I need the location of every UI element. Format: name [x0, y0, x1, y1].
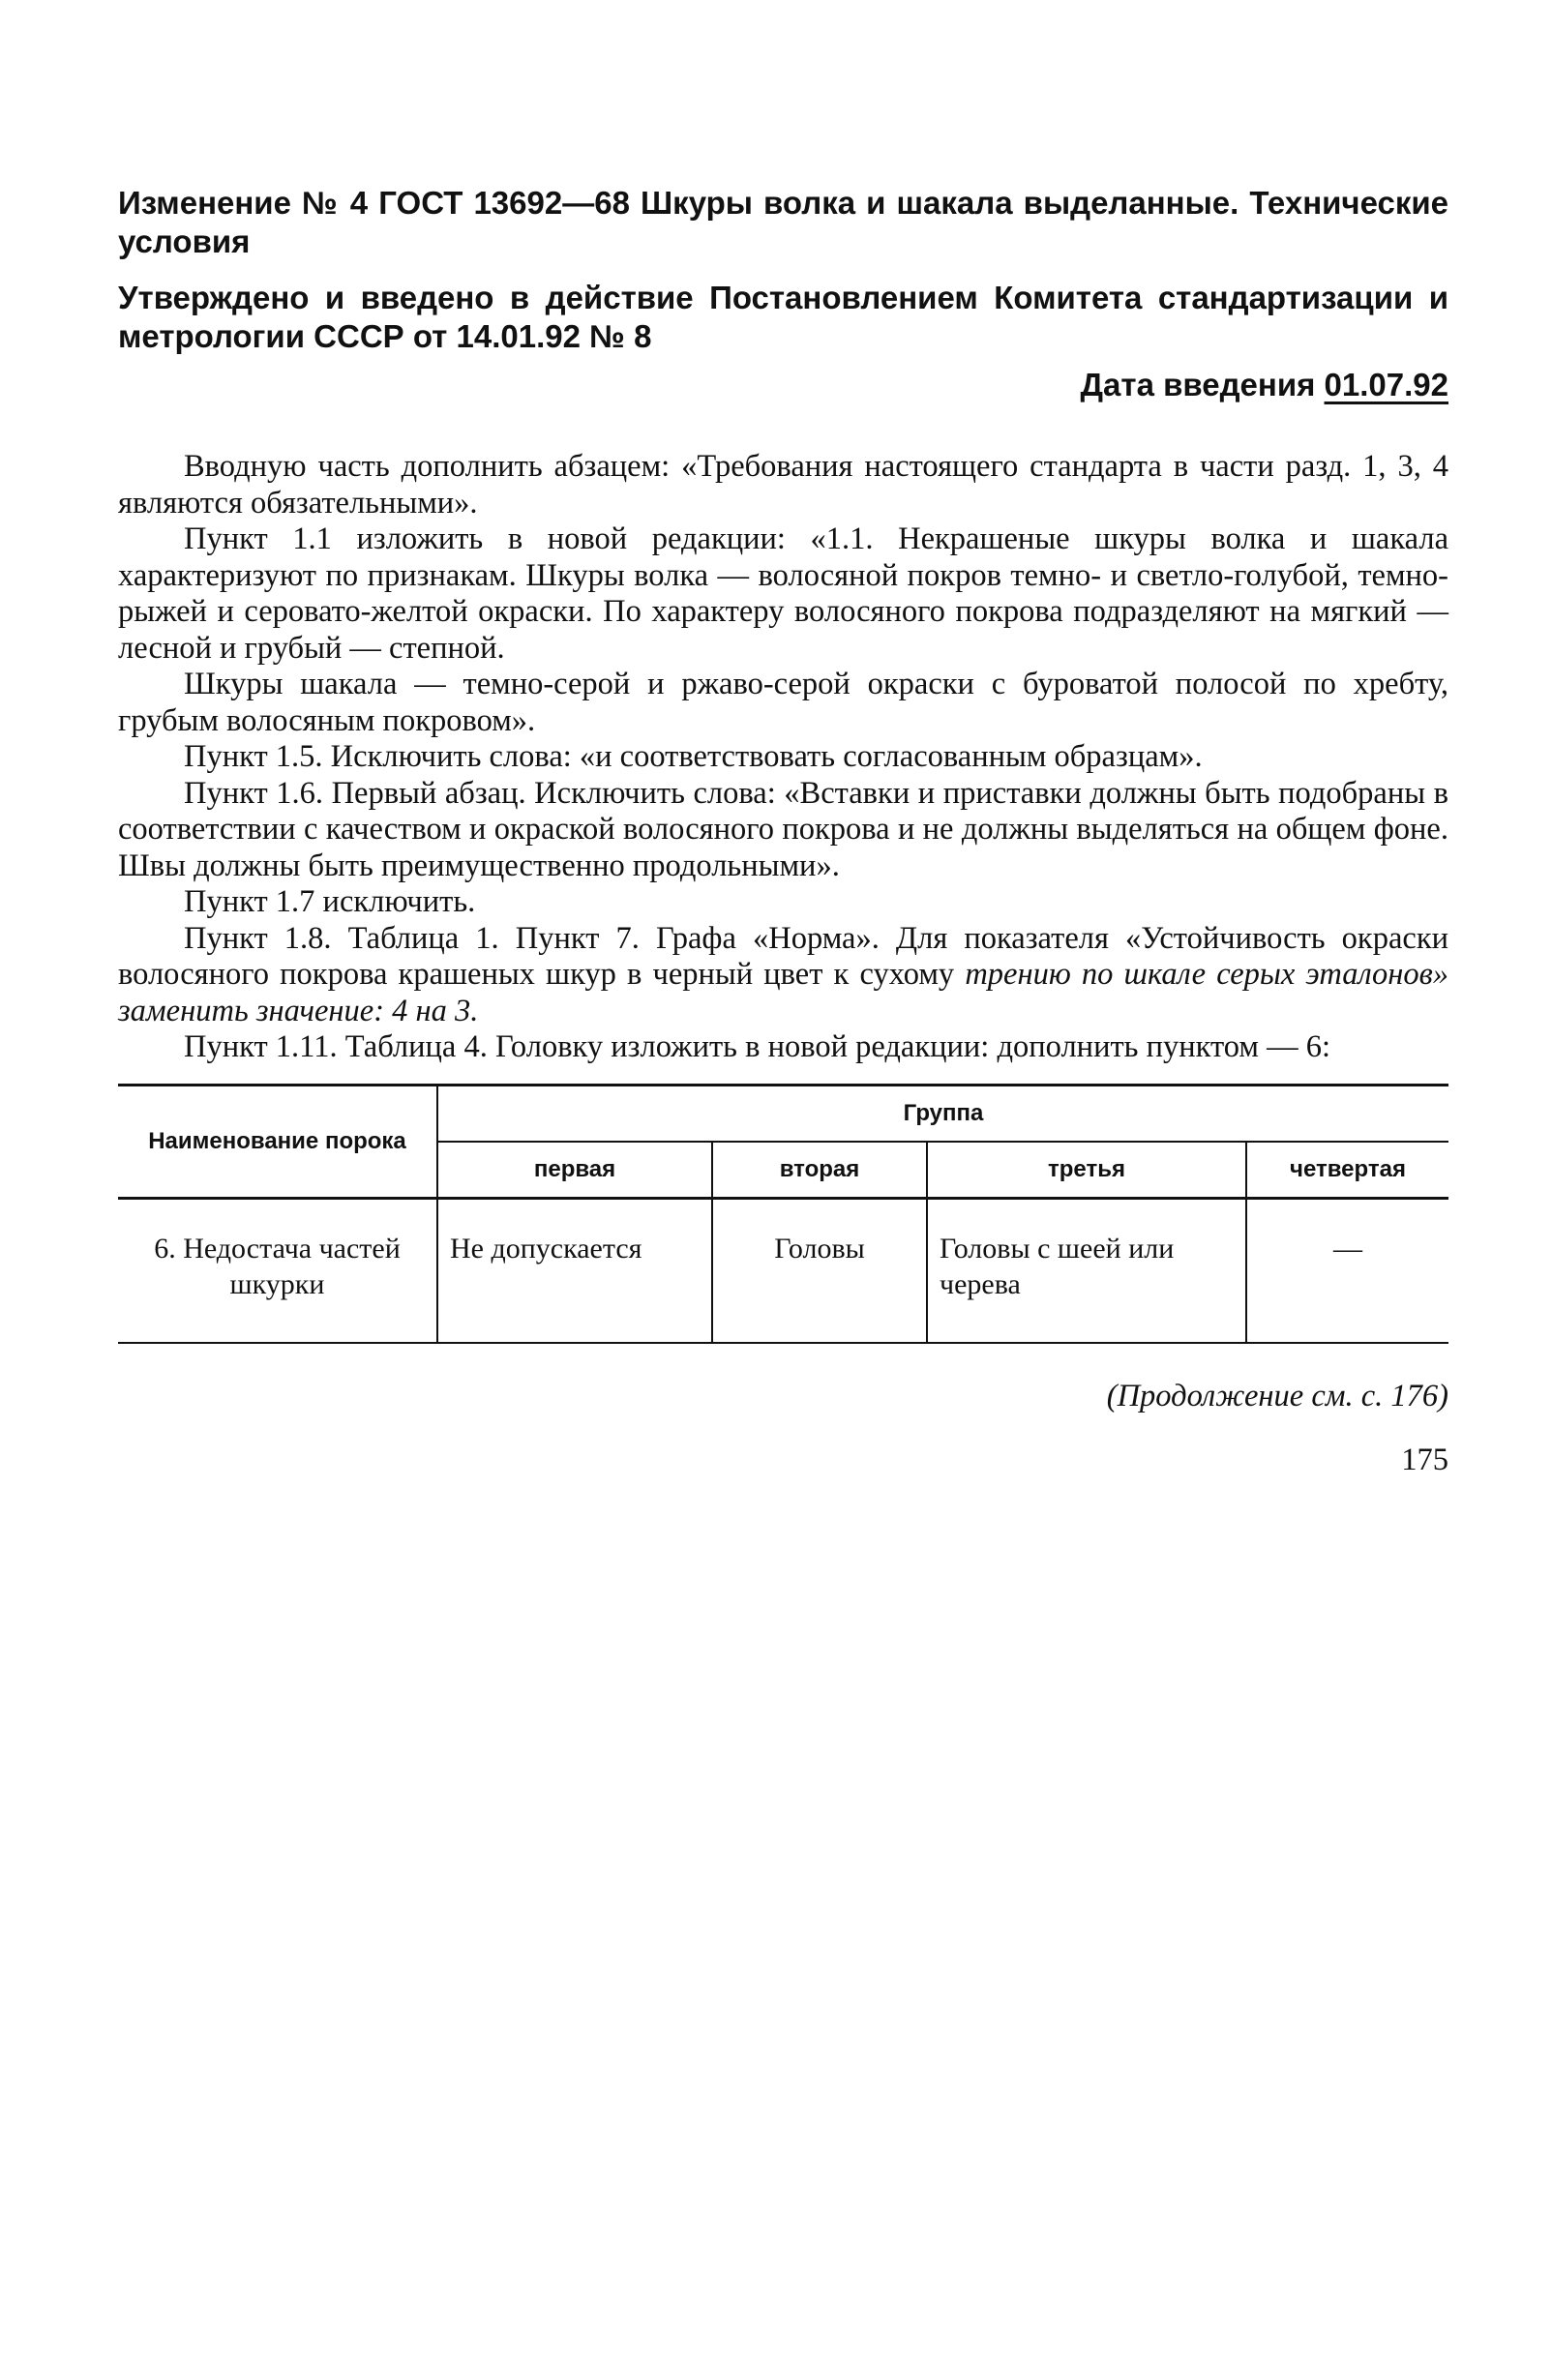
amendment-body [118, 449, 1448, 1066]
col-header-defect-name: Наименование порока [118, 1085, 437, 1198]
defects-table [118, 1084, 1448, 1345]
paragraph-1-6: Пункт 1.6. Первый абзац. Исключить слова: «Вставки и приставки должны быть подобраны в соответствии с качеством и окраской волосяного покрова и не должны выделяться на общем фоне. Швы должны быть преимущественно продольными». [118, 775, 1448, 883]
cell-group-2: Головы [712, 1198, 927, 1343]
paragraph-1-11: Пункт 1.11. Таблица 4. Головку изложить в новой редакции: дополнить пунктом — 6: [184, 1029, 1331, 1064]
col-header-group-1: первая [437, 1142, 712, 1199]
cell-defect-name: 6. Недостача частей шкурки [118, 1198, 437, 1343]
paragraph-1-8 [118, 921, 1448, 1030]
col-header-group-2: вторая [712, 1142, 927, 1199]
continuation-note: (Продолжение см. с. 176) [1106, 1379, 1448, 1413]
paragraph-1-8-italic: трению по шкале серых эталонов» заменить значение: 4 на 3. [118, 957, 1448, 1028]
document-page [118, 184, 1448, 1479]
cell-group-1: Не допускается [437, 1198, 712, 1343]
col-header-group: Группа [437, 1085, 1448, 1142]
cell-group-4: — [1246, 1198, 1448, 1343]
cell-group-3: Головы с шеей или черева [927, 1198, 1246, 1343]
paragraph-1-8-start: Пункт 1.8. Таблица 1. Пункт 7. Графа «Норма». Для показателя «Устойчивость окраски волосяного покрова крашеных шкур в черный цвет к сухому [118, 920, 1448, 992]
paragraph-1-1: Пункт 1.1 изложить в новой редакции: «1.1. Некрашеные шкуры волка и шакала характеризуют по признакам. Шкуры волка — волосяной покров темно- и светло-голубой, темно-рыжей и серовато-желтой окраски. По характеру волосяного покрова подразделяют на мягкий — лесной и грубый — степной. [118, 521, 1448, 666]
effective-date [118, 366, 1448, 404]
amendment-title: Изменение № 4 ГОСТ 13692—68 Шкуры волка и шакала выделанные. Технические условия [118, 185, 1448, 259]
paragraph-intro: Вводную часть дополнить абзацем: «Требования настоящего стандарта в части разд. 1, 3, 4 являются обязательными». [118, 449, 1448, 521]
effective-date-label: Дата введения [1080, 367, 1316, 402]
table-row [118, 1198, 1448, 1343]
col-header-group-4: четвертая [1246, 1142, 1448, 1199]
paragraph-1-7: Пункт 1.7 исключить. [184, 884, 476, 919]
effective-date-value: 01.07.92 [1324, 367, 1448, 402]
paragraph-1-5: Пункт 1.5. Исключить слова: «и соответствовать согласованным образцам». [184, 739, 1203, 774]
paragraph-jackal: Шкуры шакала — темно-серой и ржаво-серой окраски с буроватой полосой по хребту, грубым волосяным покровом». [118, 667, 1448, 738]
approval-statement: Утверждено и введено в действие Постановлением Комитета стандартизации и метрологии СССР от 14.01.92 № 8 [118, 280, 1448, 354]
col-header-group-3: третья [927, 1142, 1246, 1199]
page-number: 175 [1401, 1443, 1448, 1477]
